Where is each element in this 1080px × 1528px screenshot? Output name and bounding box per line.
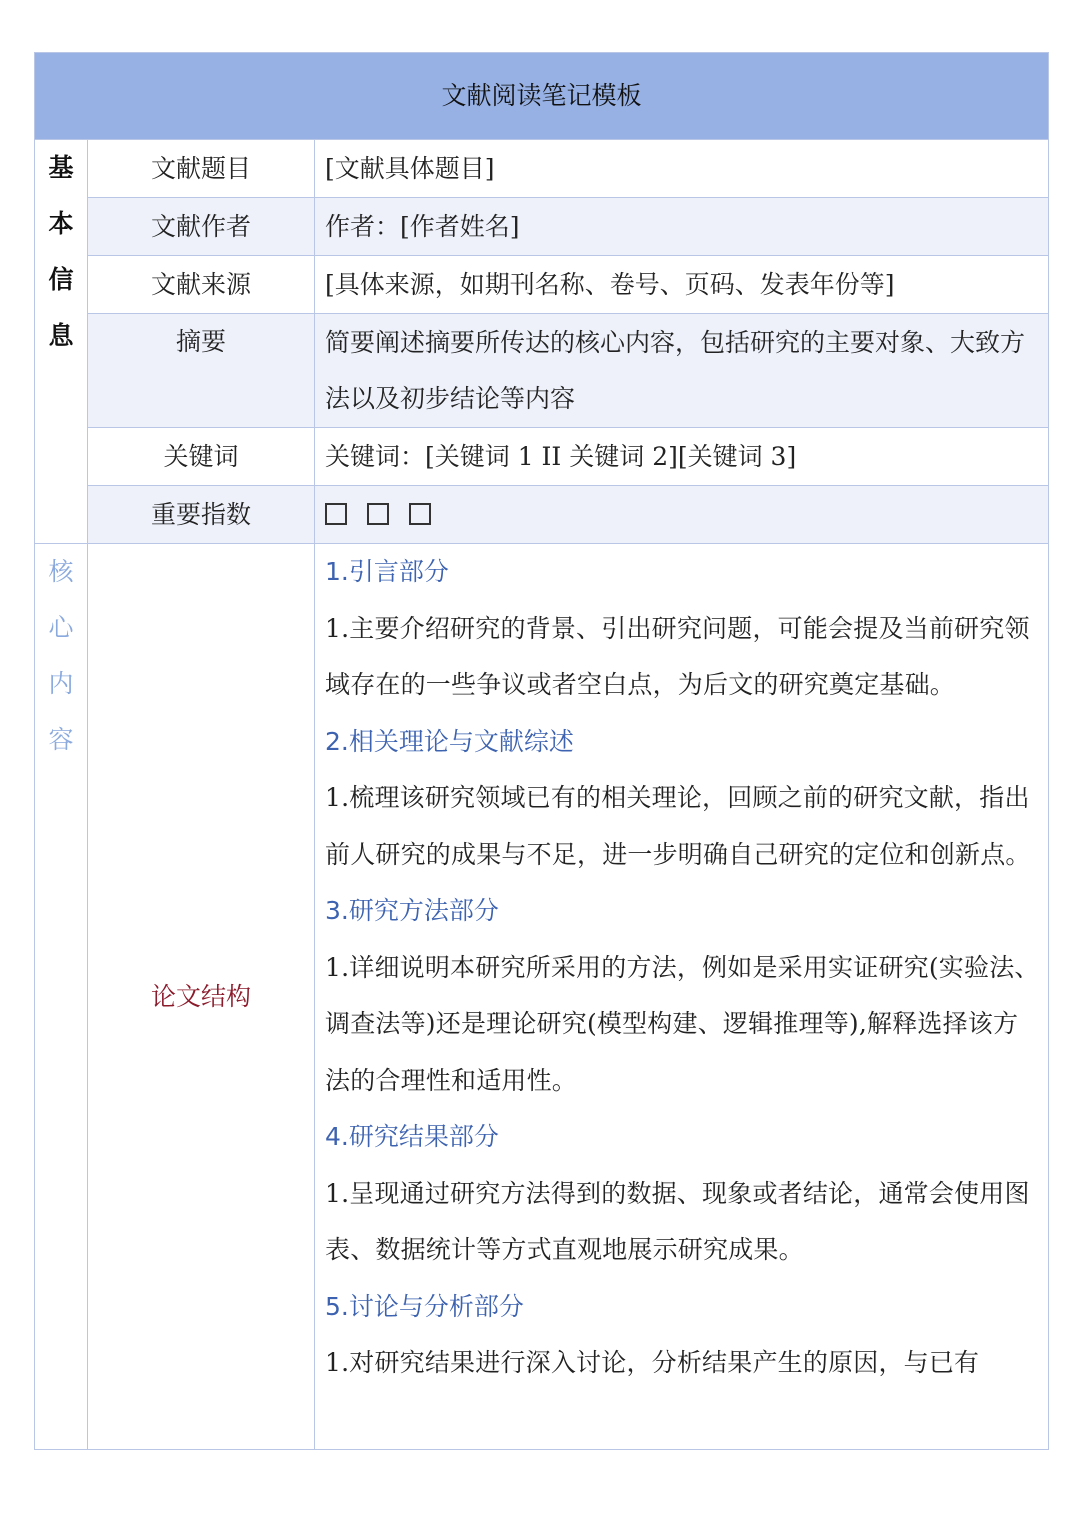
value-abstract[interactable]: 简要阐述摘要所传达的核心内容，包括研究的主要对象、大致方法以及初步结论等内容 [315,314,1049,428]
label-author: 文献作者 [88,198,315,256]
section-heading: 4.研究结果部分 [325,1122,499,1151]
page-title: 文献阅读笔记模板 [35,53,1049,140]
importance-checkbox-1[interactable] [325,503,347,525]
paper-structure-content [315,544,1049,1450]
section-text[interactable]: 1.呈现通过研究方法得到的数据、现象或者结论，通常会使用图表、数据统计等方式直观地展示研究成果。 [325,1178,1030,1264]
section-text[interactable]: 1.主要介绍研究的背景、引出研究问题，可能会提及当前研究领域存在的一些争议或者空白点，为后文的研究奠定基础。 [325,613,1030,699]
section-heading: 3.研究方法部分 [325,896,499,925]
importance-checkbox-2[interactable] [367,503,389,525]
paper-structure-label: 论文结构 [88,544,315,1450]
label-source: 文献来源 [88,256,315,314]
section-text[interactable]: 1.梳理该研究领域已有的相关理论，回顾之前的研究文献，指出前人研究的成果与不足，进一步明确自己研究的定位和创新点。 [325,783,1031,869]
note-table [34,52,1049,1450]
label-keywords: 关键词 [88,428,315,486]
value-source[interactable]: [具体来源，如期刊名称、卷号、页码、发表年份等] [315,256,1049,314]
section-text[interactable]: 1.对研究结果进行深入讨论，分析结果产生的原因，与已有 [325,1348,980,1377]
label-importance: 重要指数 [88,486,315,544]
value-title[interactable]: [文献具体题目] [315,140,1049,198]
section-heading: 2.相关理论与文献综述 [325,726,574,756]
section-heading: 5.讨论与分析部分 [325,1291,524,1321]
basic-info-side-label: 基 本 信 息 [35,140,88,544]
label-title: 文献题目 [88,140,315,198]
value-author[interactable]: 作者：[作者姓名] [315,198,1049,256]
section-heading: 1.引言部分 [325,557,449,586]
label-abstract: 摘要 [88,314,315,428]
value-keywords[interactable]: 关键词：[关键词 1 II 关键词 2][关键词 3] [315,428,1049,486]
importance-checkboxes[interactable] [325,500,451,529]
section-text[interactable]: 1.详细说明本研究所采用的方法，例如是采用实证研究(实验法、调查法等)还是理论研究(模型构建、逻辑推理等),解释选择该方法的合理性和适用性。 [325,952,1040,1095]
core-content-side-label: 核 心 内 容 [35,544,88,1450]
note-template-sheet [34,52,1048,1450]
importance-checkbox-3[interactable] [409,503,431,525]
importance-rating[interactable] [315,486,1049,544]
